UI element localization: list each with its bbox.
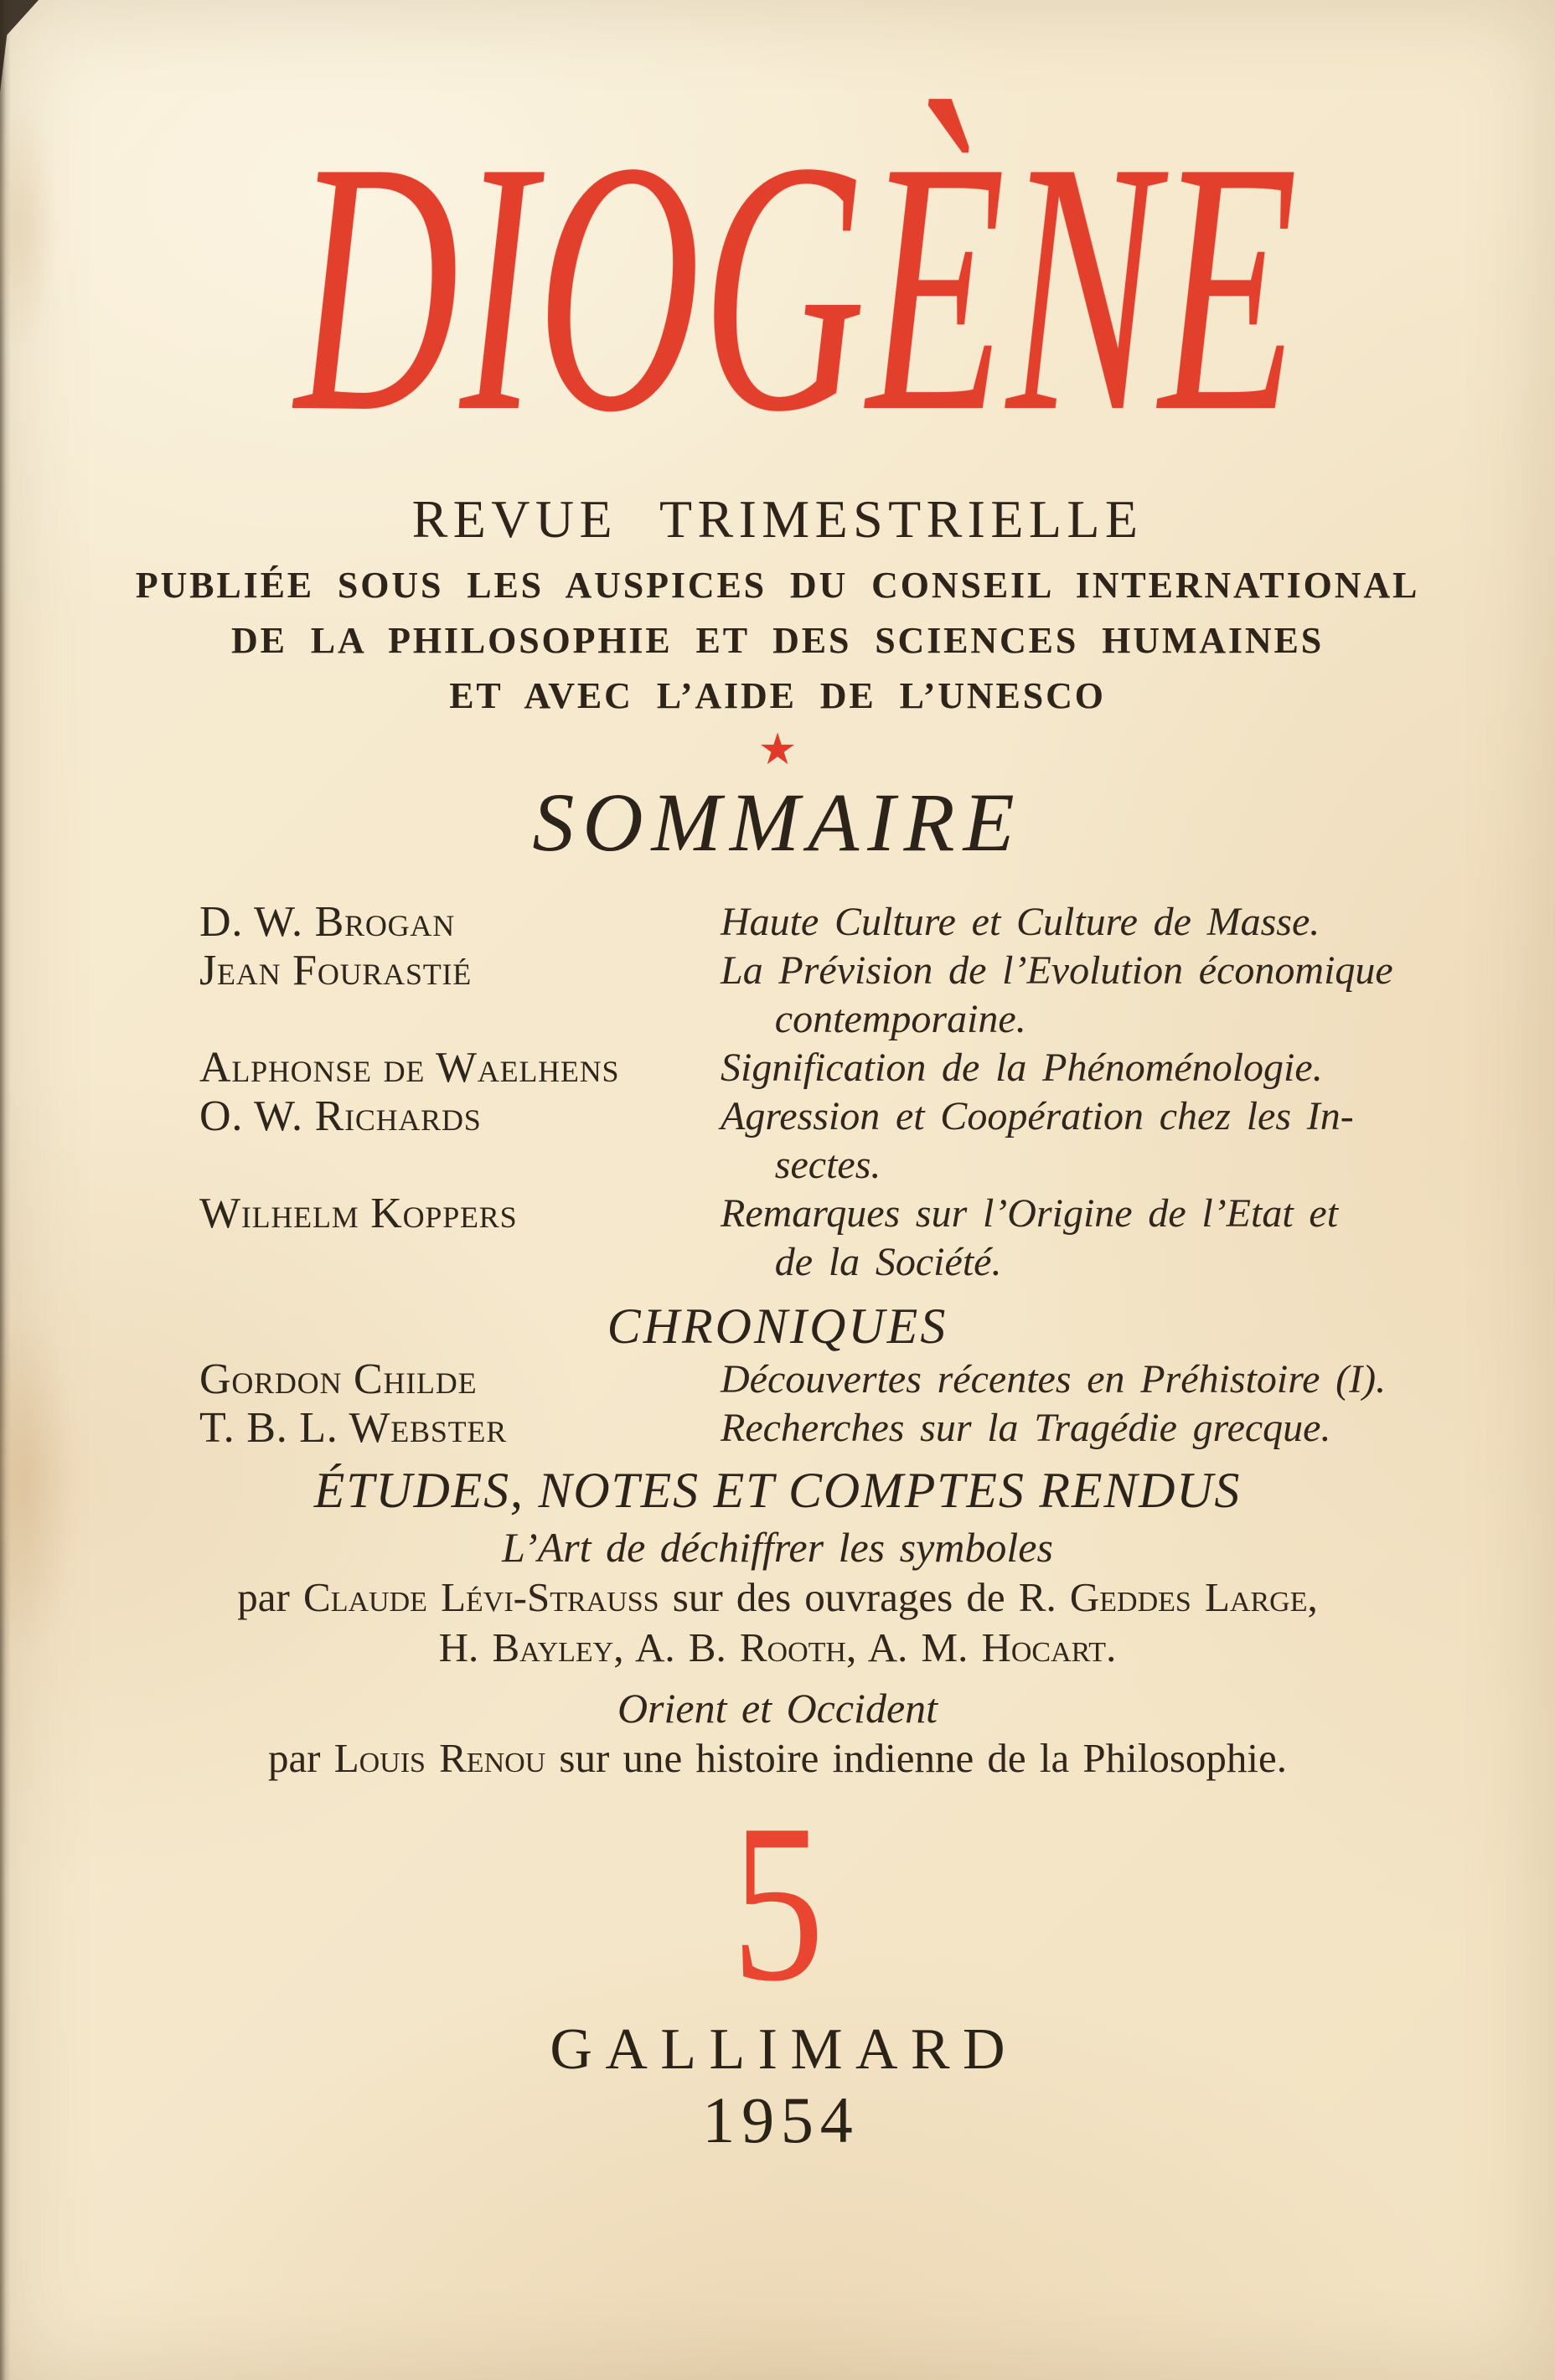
article-title: La Prévision de l’Evolution économique contemporaine. xyxy=(721,948,1393,1041)
byline-reviewed-authors: H. Bayley, A. B. Rooth, A. M. Hocart. xyxy=(438,1624,1117,1670)
sommaire-toc xyxy=(199,898,1406,1287)
etude-byline-continued xyxy=(0,1624,1555,1672)
byline-text: sur une histoire indienne de la Philosophie. xyxy=(545,1735,1288,1781)
author-name: D. W. Brogan xyxy=(199,898,455,946)
author-name: Jean Fourastié xyxy=(199,947,473,994)
author-name: Gordon Childe xyxy=(199,1355,478,1403)
auspices-line: DE LA PHILOSOPHIE ET DES SCIENCES HUMAINES xyxy=(230,620,1325,661)
article-title: Remarques sur l’Origine de l’Etat et de la Société. xyxy=(721,1191,1339,1284)
table-row xyxy=(199,1044,1406,1092)
publisher-name: GALLIMARD xyxy=(550,2017,1018,2082)
table-row xyxy=(199,947,1406,1044)
chroniques-heading: CHRONIQUES xyxy=(607,1298,948,1354)
article-title: Signification de la Phénoménologie. xyxy=(721,1045,1323,1090)
table-row xyxy=(199,1355,1406,1404)
author-name: O. W. Richards xyxy=(199,1092,482,1140)
article-title: Recherches sur la Tragédie grecque. xyxy=(721,1406,1331,1450)
article-title: Agression et Coopération chez les In- sectes. xyxy=(721,1094,1354,1187)
table-row xyxy=(199,1092,1406,1190)
etude-byline xyxy=(0,1734,1555,1783)
byline-prefix: par xyxy=(267,1735,334,1781)
table-row xyxy=(199,1190,1406,1287)
paper-corner-shadow xyxy=(0,0,39,92)
auspices-statement xyxy=(0,558,1555,724)
author-name: T. B. L. Webster xyxy=(199,1404,507,1452)
chroniques-toc xyxy=(199,1355,1406,1453)
etude-title: L’Art de déchiffrer les symboles xyxy=(502,1524,1053,1571)
magazine-title: DIOGÈNE xyxy=(294,88,1299,487)
masthead xyxy=(0,88,1555,487)
star-icon: ★ xyxy=(757,726,798,774)
sommaire-heading: SOMMAIRE xyxy=(532,776,1023,869)
magazine-subtitle: REVUE TRIMESTRIELLE xyxy=(411,489,1144,549)
byline-author: Louis Renou xyxy=(333,1735,546,1781)
issue-number: 5 xyxy=(731,1778,824,2028)
article-title: Haute Culture et Culture de Masse. xyxy=(721,900,1320,944)
byline-prefix: par xyxy=(237,1574,304,1620)
issue-number-block xyxy=(0,1778,1555,2028)
table-row xyxy=(199,898,1406,947)
table-row xyxy=(199,1404,1406,1453)
byline-author: Claude Lévi-Strauss xyxy=(303,1574,659,1620)
author-name: Alphonse de Waelhens xyxy=(199,1044,620,1092)
article-title: Découvertes récentes en Préhistoire (I). xyxy=(721,1357,1387,1402)
etude-title: Orient et Occident xyxy=(617,1685,938,1732)
publication-year: 1954 xyxy=(702,2083,860,2156)
etude-byline xyxy=(0,1573,1555,1622)
auspices-line: ET AVEC L’AIDE DE L’UNESCO xyxy=(449,675,1106,716)
etudes-heading: ÉTUDES, NOTES ET COMPTES RENDUS xyxy=(313,1463,1242,1518)
byline-text: sur des ouvrages de xyxy=(659,1574,1019,1620)
byline-reviewed-author: R. Geddes Large, xyxy=(1018,1574,1318,1620)
author-name: Wilhelm Koppers xyxy=(199,1190,518,1237)
auspices-line: PUBLIÉE SOUS LES AUSPICES DU CONSEIL INTERNATIONAL xyxy=(135,565,1420,606)
